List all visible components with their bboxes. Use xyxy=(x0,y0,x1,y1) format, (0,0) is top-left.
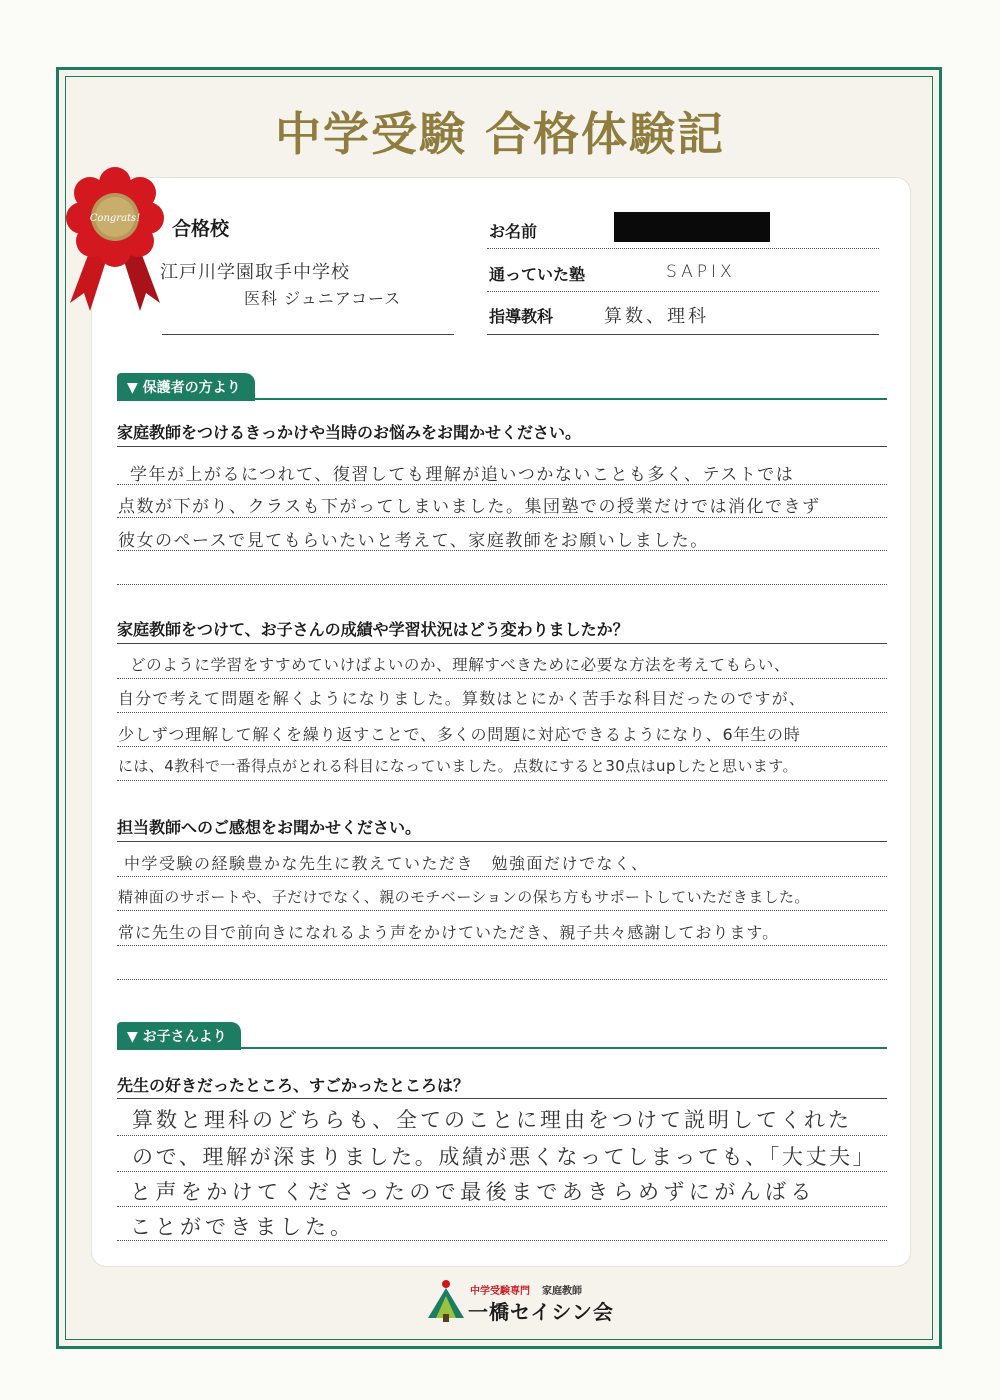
child-answer-1-line1: 算数と理科のどちらも、全てのことに理由をつけて説明してくれた xyxy=(132,1108,852,1132)
answer-line xyxy=(117,517,887,518)
parent-section-rule xyxy=(117,398,887,400)
parent-answer-3-line2: 精神面のサポートや、子だけでなく、親のモチベーションの保ち方もサポートしていただきました。 xyxy=(118,888,810,906)
name-label: お名前 xyxy=(489,222,538,241)
parent-answer-2-line3: 少しずつ理解して解くを繰り返すことで、多くの問題に対応できるようになり、6年生の時 xyxy=(118,725,801,744)
juku-rule xyxy=(487,291,879,292)
parent-answer-3-line1: 中学受験の経験豊かな先生に教えていただき 勉強面だけでなく、 xyxy=(124,854,649,873)
parent-answer-2-line2: 自分で考えて問題を解くようになりました。算数はとにかく苦手な科目だったのですが、 xyxy=(118,689,807,708)
answer-line xyxy=(117,550,887,551)
redacted-name xyxy=(614,212,770,242)
answer-line xyxy=(117,746,887,747)
child-answer-1-line2: ので、理解が深まりました。成績が悪くなってしまっても、「大丈夫」 xyxy=(132,1145,877,1169)
page-title: 中学受験 合格体験記 xyxy=(274,107,725,161)
answer-line xyxy=(117,780,887,781)
answer-line xyxy=(117,584,887,585)
subject-label: 指導教科 xyxy=(489,307,554,326)
q2-rule xyxy=(117,643,887,644)
child-q1-rule xyxy=(117,1098,887,1099)
school-value-line2: 医科 ジュニアコース xyxy=(244,289,402,308)
juku-label: 通っていた塾 xyxy=(489,265,586,284)
q1-rule xyxy=(117,446,887,447)
parent-answer-2-line1: どのように学習をすすめていけばよいのか、理解すべきために必要な方法を考えてもらい、 xyxy=(130,656,790,674)
tree-logo-icon xyxy=(426,1278,466,1324)
answer-line xyxy=(117,712,887,713)
answer-line xyxy=(117,945,887,946)
answer-line xyxy=(117,979,887,980)
child-answer-1-line4: ことができました。 xyxy=(130,1215,355,1239)
name-rule xyxy=(487,248,879,249)
juku-value: SAPIX xyxy=(666,262,736,282)
child-answer-1-line3: と声をかけてくださったので最後まであきらめずにがんばる xyxy=(130,1180,816,1204)
parent-question-2: 家庭教師をつけて、お子さんの成績や学習状況はどう変わりましたか？ xyxy=(117,620,629,639)
logo-name: 一橋セイシン会 xyxy=(468,1300,614,1324)
answer-line xyxy=(117,876,887,877)
answer-line xyxy=(117,1240,887,1241)
child-question-1: 先生の好きだったところ、すごかったところは？ xyxy=(117,1076,470,1095)
company-logo xyxy=(426,1278,626,1326)
logo-tagline-left: 中学受験専門 xyxy=(470,1286,530,1297)
parent-question-1: 家庭教師をつけるきっかけや当時のお悩みをお聞かせください。 xyxy=(117,423,582,442)
answer-line xyxy=(117,910,887,911)
parent-question-3: 担当教師へのご感想をお聞かせください。 xyxy=(117,818,422,837)
parent-answer-1-line2: 点数が下がり、クラスも下がってしまいました。集団塾での授業だけでは消化できず xyxy=(118,497,821,517)
parent-answer-3-line3: 常に先生の目で前向きになれるよう声をかけていただき、親子共々感謝しております。 xyxy=(118,923,780,942)
school-rule xyxy=(162,334,454,335)
parent-answer-1-line3: 彼女のペースで見てもらいたいと考えて、家庭教師をお願いしました。 xyxy=(118,531,709,551)
subject-value: 算数、理科 xyxy=(604,306,709,327)
subject-rule xyxy=(487,334,879,335)
parent-answer-2-line4: には、4教科で一番得点がとれる科目になっていました。点数にすると30点はupしたと思います。 xyxy=(118,757,798,775)
q3-rule xyxy=(117,841,887,842)
answer-line xyxy=(117,1135,887,1136)
answer-line xyxy=(117,1206,887,1207)
school-label: 合格校 xyxy=(172,218,230,240)
school-value-line1: 江戸川学園取手中学校 xyxy=(160,262,350,283)
answer-line xyxy=(117,678,887,679)
child-section-tab: ▼ お子さんより xyxy=(117,1022,241,1050)
logo-tagline-right: 家庭教師 xyxy=(542,1286,582,1297)
parent-section-tab: ▼ 保護者の方より xyxy=(117,373,255,401)
answer-line xyxy=(117,484,887,485)
child-section-rule xyxy=(117,1047,887,1049)
answer-line xyxy=(117,1171,887,1172)
congrats-badge-text: Congrats! xyxy=(89,213,141,224)
congrats-rosette-icon xyxy=(60,163,170,313)
parent-answer-1-line1: 学年が上がるにつれて、復習しても理解が追いつかないことも多く、テストでは xyxy=(130,465,795,485)
